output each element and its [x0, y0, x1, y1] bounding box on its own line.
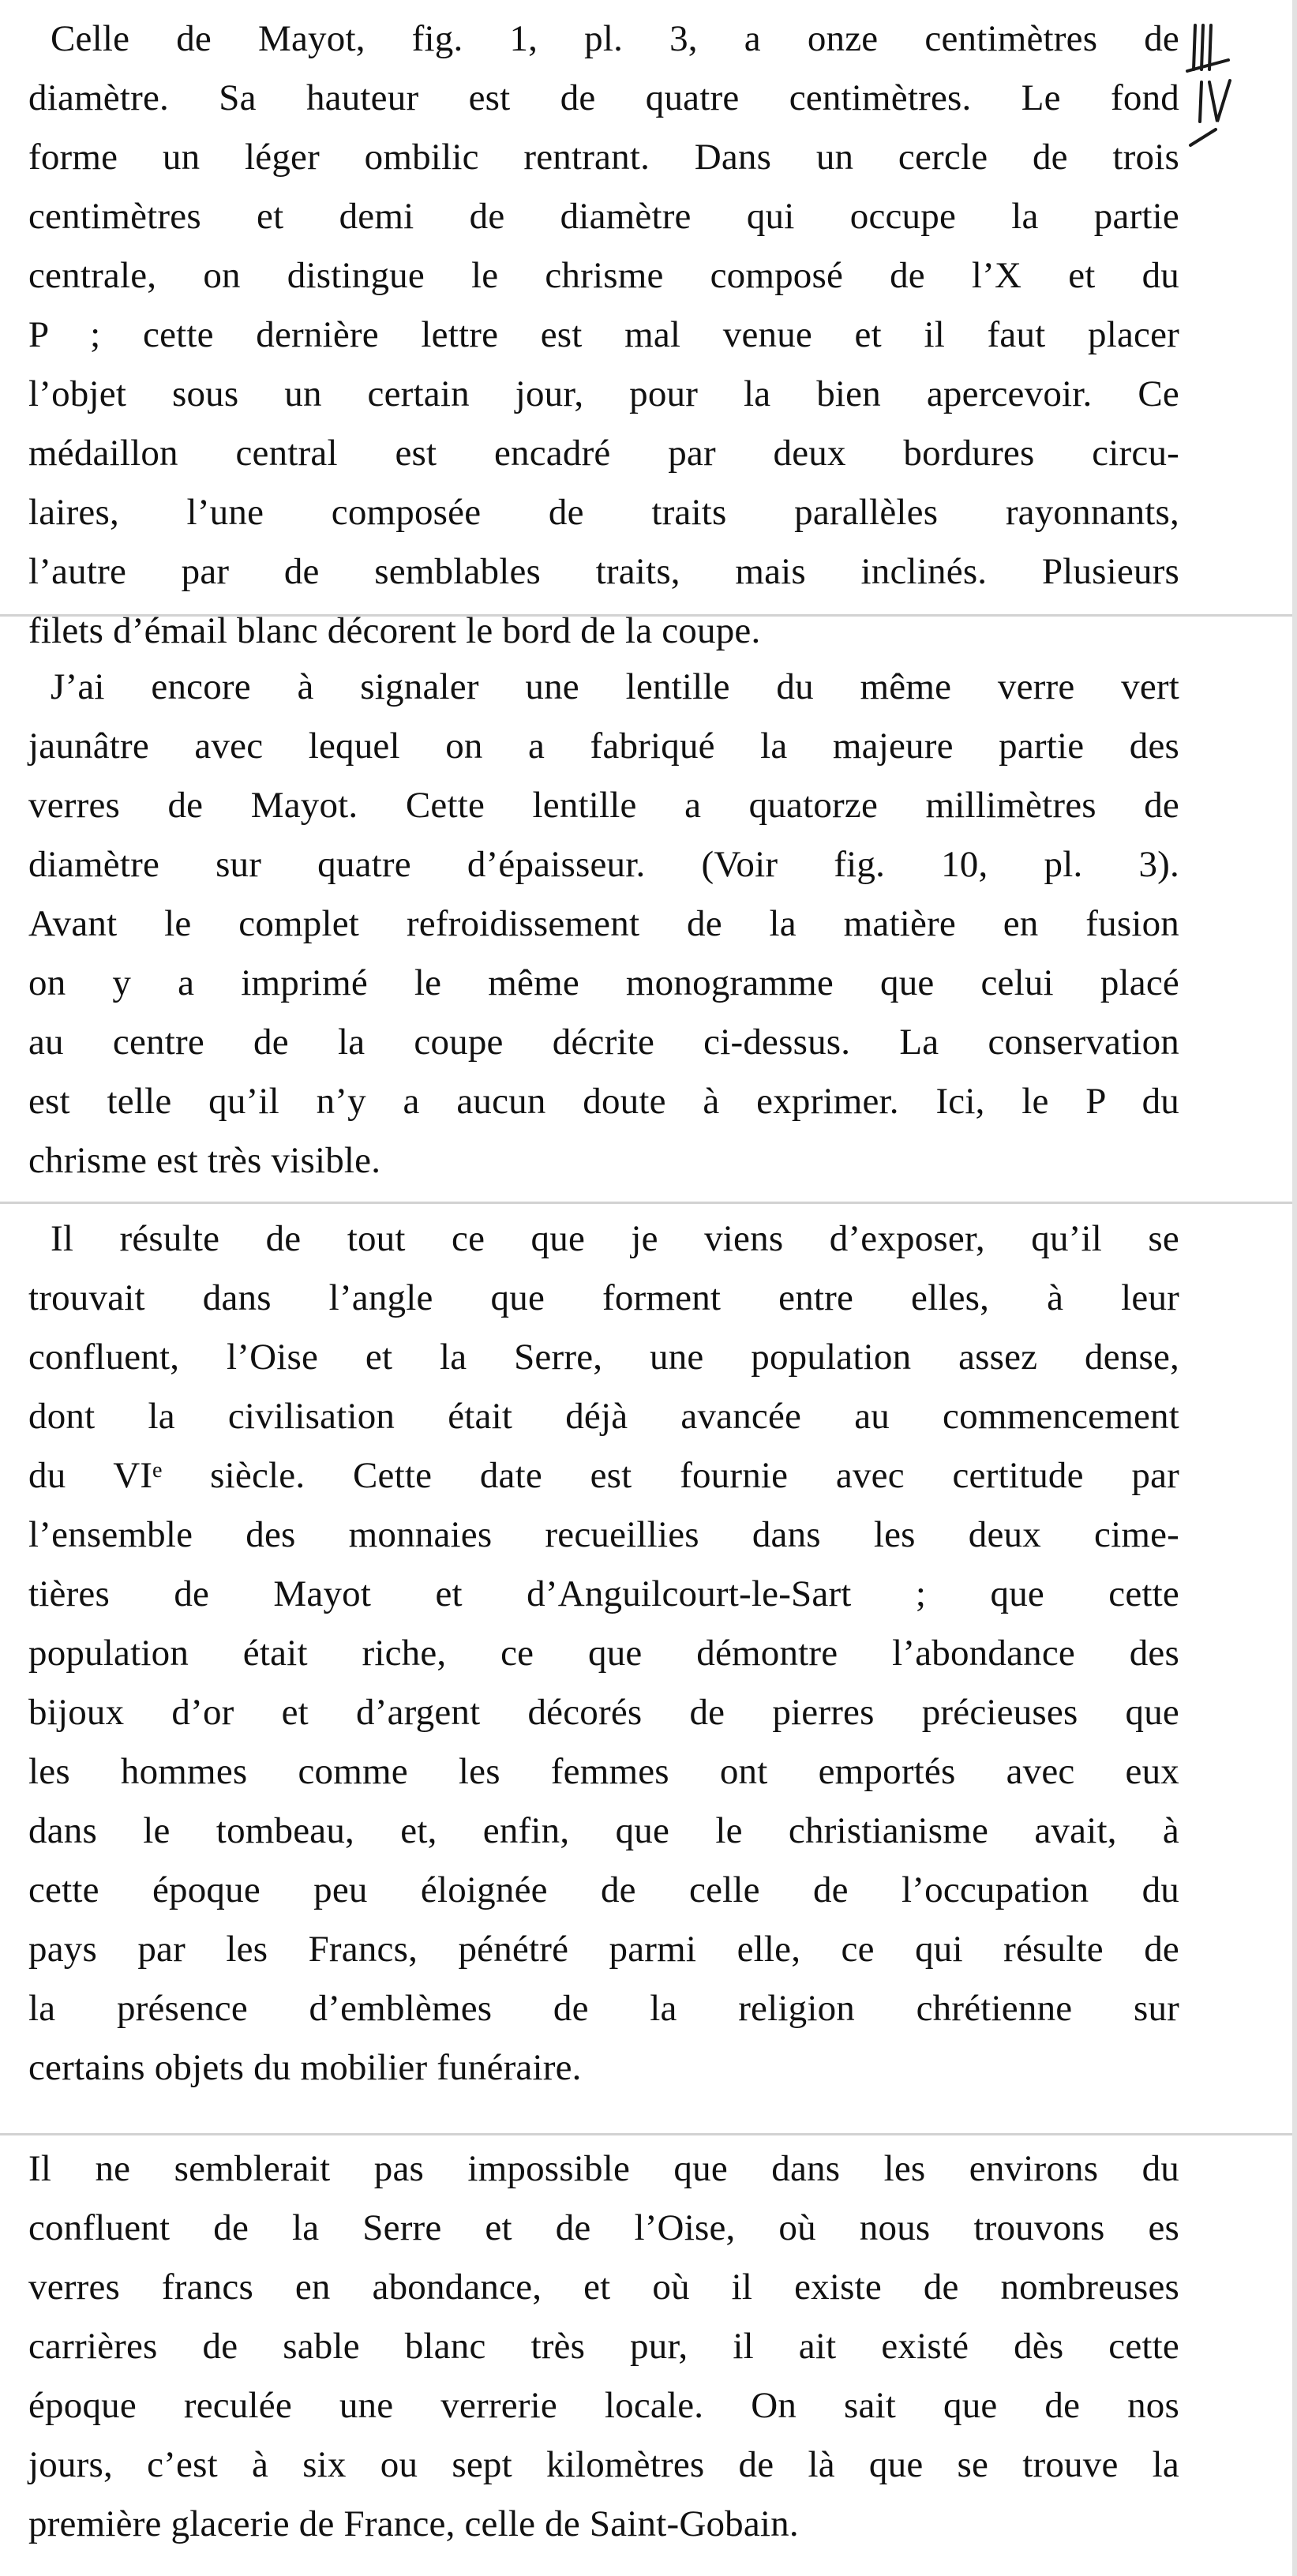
- scan-seam: [0, 1202, 1297, 1204]
- paragraph-3: [28, 1209, 1179, 2098]
- text-line: forme un léger ombilic rentrant. Dans un cercle de trois: [28, 137, 1179, 178]
- text-line: l’objet sous un certain jour, pour la bien apercevoir. Ce: [28, 373, 1179, 414]
- paragraph-4: [28, 2139, 1179, 2554]
- text-line: est telle qu’il n’y a aucun doute à exprimer. Ici, le P du: [28, 1081, 1179, 1122]
- text-line: jours, c’est à six ou sept kilomètres de là que se trouve la: [28, 2444, 1179, 2485]
- text-line: Il résulte de tout ce que je viens d’exposer, qu’il se: [51, 1218, 1179, 1259]
- text-line: J’ai encore à signaler une lentille du même verre vert: [51, 666, 1179, 707]
- text-line: l’ensemble des monnaies recueillies dans les deux cime-: [28, 1514, 1179, 1555]
- text-line: laires, l’une composée de traits parallèles rayonnants,: [28, 492, 1179, 533]
- text-line: P ; cette dernière lettre est mal venue et il faut placer: [28, 314, 1179, 355]
- text-line: les hommes comme les femmes ont emportés avec eux: [28, 1751, 1179, 1792]
- scan-seam: [0, 2133, 1297, 2135]
- text-line: carrières de sable blanc très pur, il ait existé dès cette: [28, 2326, 1179, 2367]
- text-line: dans le tombeau, et, enfin, que le christianisme avait, à: [28, 1810, 1179, 1851]
- text-line: tières de Mayot et d’Anguilcourt-le-Sart ; que cette: [28, 1573, 1179, 1614]
- text-line: époque reculée une verrerie locale. On sait que de nos: [28, 2385, 1179, 2426]
- text-line: chrisme est très visible.: [28, 1140, 381, 1181]
- text-line: Avant le complet refroidissement de la matière en fusion: [28, 903, 1179, 944]
- text-line: population était riche, ce que démontre l’abondance des: [28, 1633, 1179, 1674]
- text-line: diamètre. Sa hauteur est de quatre centimètres. Le fond: [28, 77, 1179, 118]
- text-line: bijoux d’or et d’argent décorés de pierres précieuses que: [28, 1692, 1179, 1733]
- text-line: Celle de Mayot, fig. 1, pl. 3, a onze centimètres de: [51, 18, 1179, 59]
- text-line: verres francs en abondance, et où il existe de nombreuses: [28, 2267, 1179, 2308]
- text-line: diamètre sur quatre d’épaisseur. (Voir fig. 10, pl. 3).: [28, 844, 1179, 885]
- paragraph-1: [28, 9, 1179, 661]
- text-line: Il ne semblerait pas impossible que dans les environs du: [28, 2148, 1179, 2189]
- text-line: du VIᵉ siècle. Cette date est fournie avec certitude par: [28, 1455, 1179, 1496]
- text-line: première glacerie de France, celle de Saint-Gobain.: [28, 2503, 799, 2544]
- text-line: centimètres et demi de diamètre qui occupe la partie: [28, 196, 1179, 237]
- text-line: centrale, on distingue le chrisme composé de l’X et du: [28, 255, 1179, 296]
- text-line: cette époque peu éloignée de celle de l’occupation du: [28, 1869, 1179, 1910]
- text-line: filets d’émail blanc décorent le bord de la coupe.: [28, 610, 761, 651]
- text-line: confluent, l’Oise et la Serre, une population assez dense,: [28, 1337, 1179, 1378]
- text-line: médaillon central est encadré par deux bordures circu-: [28, 433, 1179, 474]
- text-line: l’autre par de semblables traits, mais inclinés. Plusieurs: [28, 551, 1179, 592]
- handwritten-margin-note: [1183, 14, 1238, 148]
- text-line: jaunâtre avec lequel on a fabriqué la majeure partie des: [28, 726, 1179, 767]
- text-line: on y a imprimé le même monogramme que celui placé: [28, 962, 1179, 1003]
- text-line: confluent de la Serre et de l’Oise, où nous trouvons es: [28, 2207, 1179, 2248]
- paragraph-2: [28, 658, 1179, 1191]
- text-line: verres de Mayot. Cette lentille a quatorze millimètres de: [28, 785, 1179, 826]
- text-line: certains objets du mobilier funéraire.: [28, 2047, 582, 2088]
- text-line: la présence d’emblèmes de la religion chrétienne sur: [28, 1988, 1179, 2029]
- text-line: trouvait dans l’angle que forment entre elles, à leur: [28, 1277, 1179, 1318]
- text-line: au centre de la coupe décrite ci-dessus. La conservation: [28, 1022, 1179, 1063]
- text-line: pays par les Francs, pénétré parmi elle, ce qui résulte de: [28, 1929, 1179, 1970]
- page-edge: [1292, 0, 1297, 2576]
- text-line: dont la civilisation était déjà avancée au commencement: [28, 1396, 1179, 1437]
